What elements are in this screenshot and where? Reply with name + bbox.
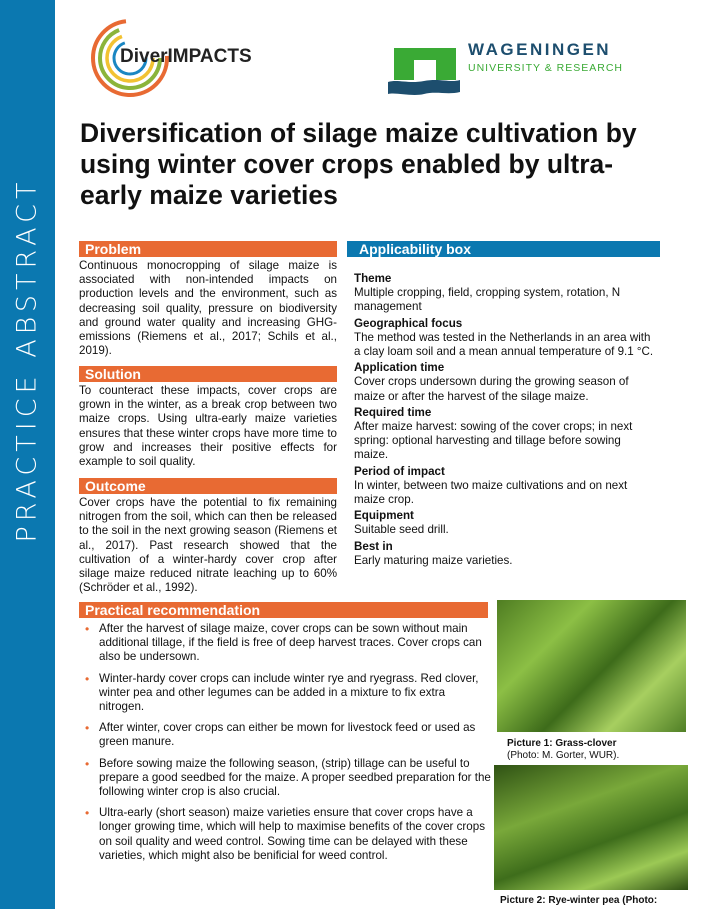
bullet-icon: • (85, 806, 90, 821)
apptime-label: Application time (354, 361, 445, 375)
recommendation-list (82, 622, 492, 870)
diverimpacts-logo (90, 18, 280, 98)
problem-heading: Problem (79, 241, 337, 257)
bullet-icon: • (85, 721, 90, 736)
list-item-text: Ultra-early (short season) maize varieties ensure that cover crops have a longer growing time, which will help to maximise benefits of the cover crops on soil quality and weed control. Sowing time can be delayed with these varieties, which might also be benificial for weed control. (99, 806, 485, 862)
bullet-icon: • (85, 622, 90, 636)
reqtime-label: Required time (354, 405, 432, 419)
bullet-icon: • (85, 671, 90, 686)
list-item-text: Winter-hardy cover crops can include winter rye and ryegrass. Red clover, winter pea and other legumes can be added in a mixture to fix extra nitrogen. (99, 671, 479, 714)
theme-value: Multiple cropping, field, cropping system, rotation, N management (354, 286, 621, 314)
impact-value: In winter, between two maize cultivations and on next maize crop. (354, 478, 628, 507)
impact-label: Period of impact (354, 464, 445, 478)
page-title: Diversification of silage maize cultivation by using winter cover crops enabled by ultra-early maize varieties (80, 118, 637, 210)
bullet-icon: • (85, 756, 90, 771)
list-item (82, 622, 492, 665)
apptime-value: Cover crops undersown during the growing season of maize or after the harvest of the silage maize. (354, 375, 629, 403)
sidebar-label: PRACTICE ABSTRACT (11, 177, 43, 543)
applicability-box (354, 270, 654, 570)
list-item-text: After winter, cover crops can either be mown for livestock feed or used as green manure. (99, 721, 476, 749)
caption-title: Picture 2: Rye-winter pea (Photo: (500, 895, 658, 906)
outcome-text: Cover crops have the potential to fix remaining nitrogen from the soil, which can then be released to the soil in the next growing season (Riemens et al., 2017). Past research showed that the cultivation of a winter-hardy cover crop after silage maize reduced nitrate leaching up to 60% (Schröder et al., 1992). (79, 496, 337, 595)
applicability-heading: Applicability box (347, 241, 660, 257)
caption-source: (Photo: M. Gorter, WUR). (507, 750, 620, 761)
solution-text: To counteract these impacts, cover crops are grown in the winter, as a break crop between two maize crops. Using ultra-early maize varieties ensures that these winter crops have more time to grow and increases their positive effects for example to soil quality. (79, 384, 337, 469)
diverimpacts-wordmark: DiverIMPACTS (120, 46, 252, 67)
wur-logo (388, 36, 668, 106)
equipment-value: Suitable seed drill. (354, 523, 449, 537)
wur-subtitle: UNIVERSITY & RESEARCH (468, 62, 624, 74)
list-item-text: After the harvest of silage maize, cover crops can be sown without main additional tillage, if the field is free of deep harvest traces. Cover crops can also be undersown. (99, 622, 482, 664)
problem-text: Continuous monocropping of silage maize is associated with non-intended impacts on production levels and the environment, such as decreasing soil quality, pressure on biodiversity and ground water quality and increasing GHG-emissions (Riemens et al., 2017; Schils et al., 2019). (79, 259, 337, 358)
equipment-label: Equipment (354, 509, 414, 523)
list-item (82, 806, 492, 863)
list-item (82, 672, 492, 715)
list-item-text: Before sowing maize the following season, (strip) tillage can be useful to prepare a good seedbed for the maize. A proper seedbed preparation for the following winter crop is also crucial. (99, 756, 491, 799)
bestin-label: Best in (354, 539, 393, 553)
outcome-heading: Outcome (79, 478, 337, 494)
caption-title: Picture 1: Grass-clover (507, 738, 617, 749)
list-item (82, 721, 492, 749)
theme-label: Theme (354, 272, 392, 285)
sidebar-band (0, 0, 55, 909)
picture-1-caption (507, 738, 619, 762)
wur-mark-icon (388, 48, 460, 98)
picture-2-caption (500, 895, 657, 907)
recommendation-heading: Practical recommendation (79, 602, 488, 618)
geo-label: Geographical focus (354, 316, 463, 330)
list-item (82, 757, 492, 800)
bestin-value: Early maturing maize varieties. (354, 553, 513, 567)
geo-value: The method was tested in the Netherlands in an area with a clay loam soil and a mean annual temperature of 9.1 °C. (354, 330, 654, 359)
grass-clover-photo (497, 600, 686, 732)
solution-heading: Solution (79, 366, 337, 382)
reqtime-value: After maize harvest: sowing of the cover crops; in next spring: optional harvesting and tillage before sowing maize. (354, 420, 633, 462)
wur-name: WAGENINGEN (468, 40, 612, 59)
rye-winter-pea-photo (494, 765, 688, 890)
